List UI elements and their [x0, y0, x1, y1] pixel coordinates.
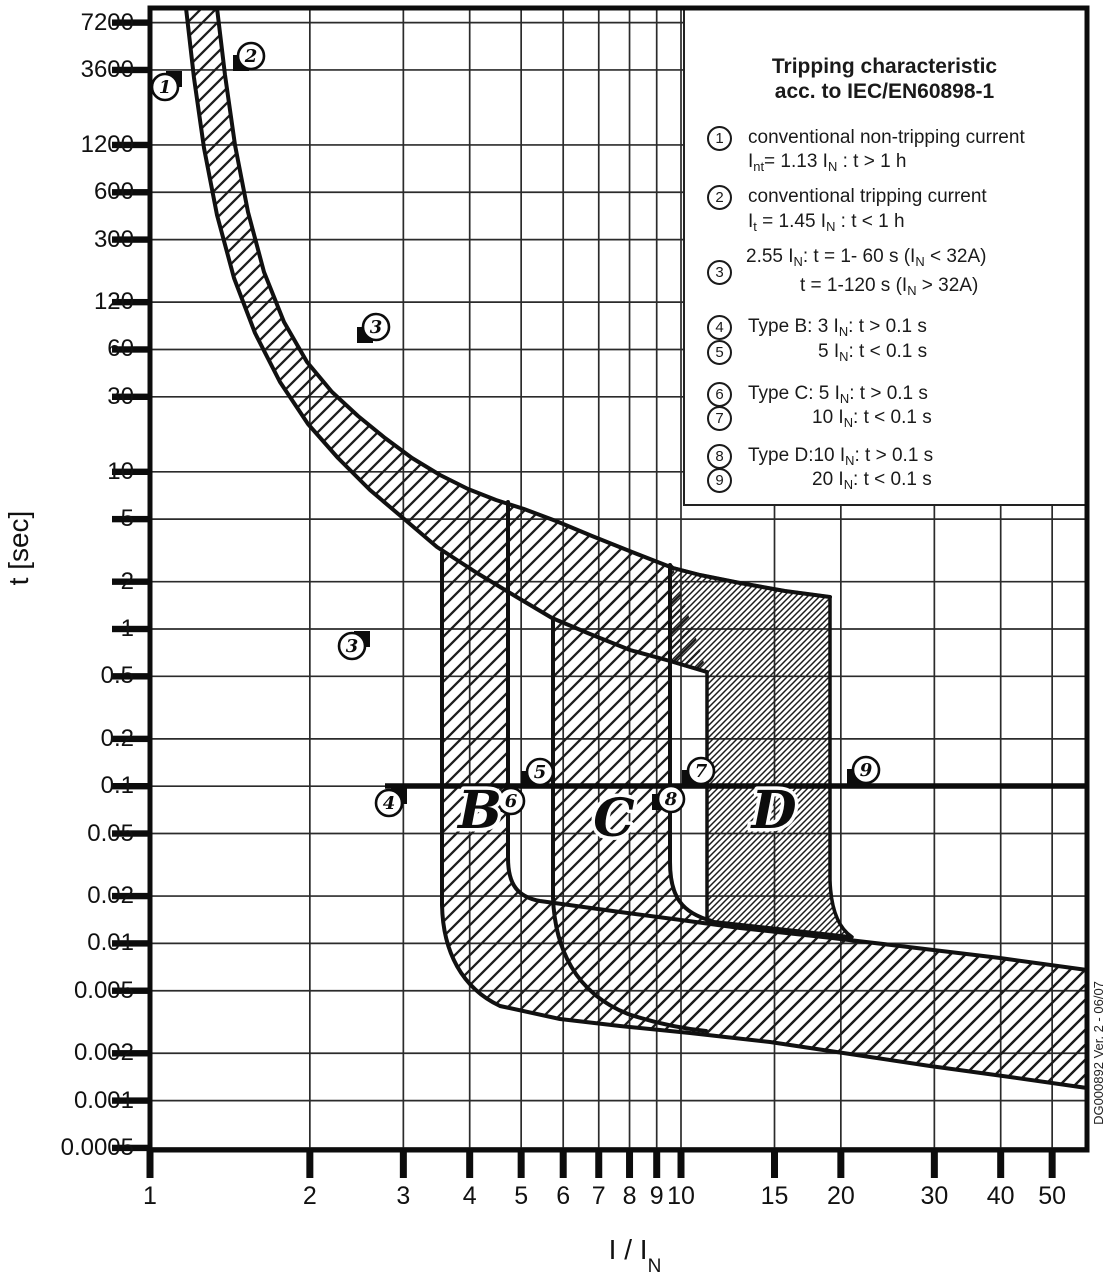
legend-text-token: 2.55 I [746, 246, 794, 267]
x-tick-1 [147, 1150, 154, 1178]
band-letter-D: D [751, 780, 797, 841]
x-tick-40 [997, 1150, 1004, 1178]
legend-text-token: N [843, 477, 854, 493]
y-tick-label-0.5: 0.5 [100, 662, 134, 690]
marker-number: 1 [158, 77, 172, 98]
band-letter-B: B [458, 780, 502, 841]
legend-text-token: N [839, 349, 849, 365]
x-tick-10 [678, 1150, 685, 1178]
legend-text-token: N [907, 283, 917, 299]
y-tick-label-0.05: 0.05 [87, 819, 134, 847]
legend-text-token: I [748, 151, 754, 172]
y-tick-label-7200: 7200 [80, 8, 134, 36]
legend-text-token: : t > 1 h [837, 151, 907, 172]
x-tick-label-5: 5 [514, 1182, 529, 1210]
marker-7-7 [682, 758, 714, 786]
y-tick-label-0.1: 0.1 [100, 772, 134, 800]
legend-text-token: N [845, 453, 855, 469]
legend-text-token: : t > 0.1 s [849, 383, 928, 404]
y-axis-title: t [sec] [3, 510, 34, 586]
x-tick-30 [931, 1150, 938, 1178]
y-tick-label-1: 1 [120, 615, 134, 642]
x-tick-label-9: 9 [649, 1182, 664, 1210]
x-tick-label-50: 50 [1038, 1182, 1067, 1210]
legend-text-token: : t < 0.1 s [853, 469, 932, 490]
legend-text-token: N [793, 254, 803, 270]
marker-number: 5 [533, 762, 547, 783]
legend-text-token: 10 I [812, 407, 844, 428]
y-tick-label-0.02: 0.02 [87, 882, 134, 910]
legend-item-number-8: 8 [707, 444, 732, 469]
legend-text-token: t = 1-120 s (I [800, 275, 908, 296]
legend-item-number-7: 7 [707, 406, 732, 431]
x-tick-4 [466, 1150, 473, 1178]
y-tick-label-10: 10 [107, 457, 134, 485]
marker-number: 7 [694, 761, 708, 782]
legend-text-token: N [826, 219, 836, 235]
legend-item-8-line1 [748, 445, 933, 467]
type-d-band-area [670, 565, 852, 937]
legend-item-number-6: 6 [707, 382, 732, 407]
legend-item-number-3: 3 [707, 260, 732, 285]
y-tick-label-0.002: 0.002 [73, 1039, 134, 1067]
legend-item-5-line1 [818, 341, 927, 363]
y-tick-label-120: 120 [93, 288, 134, 316]
legend-item-2-line1 [748, 186, 987, 208]
legend-text-token: 5 I [818, 341, 840, 362]
legend-item-number-9: 9 [707, 468, 732, 493]
y-tick-label-300: 300 [93, 225, 134, 253]
y-tick-label-0.0005: 0.0005 [60, 1133, 134, 1161]
y-tick-label-1200: 1200 [80, 130, 134, 158]
document-reference-note: DG000892 Ver. 2 - 06/07 [1091, 981, 1106, 1125]
y-tick-label-2: 2 [120, 567, 134, 595]
x-tick-label-6: 6 [556, 1182, 571, 1210]
legend-text-token: Type D:10 I [748, 445, 846, 466]
marker-number: 6 [504, 791, 518, 812]
legend-item-number-5: 5 [707, 340, 732, 365]
marker-number: 3 [369, 317, 383, 338]
x-tick-label-10: 10 [667, 1182, 695, 1210]
x-tick-8 [626, 1150, 633, 1178]
legend-text-token: Type B: 3 I [748, 316, 839, 337]
x-tick-label-2: 2 [302, 1182, 317, 1210]
x-tick-label-15: 15 [760, 1182, 789, 1210]
x-tick-2 [306, 1150, 313, 1178]
marker-1-0 [152, 71, 182, 100]
legend-text-token: conventional tripping current [748, 186, 987, 207]
x-tick-label-8: 8 [622, 1182, 637, 1210]
legend-text-token: < 32A) [924, 246, 987, 267]
x-axis-title-sub: N [647, 1255, 662, 1277]
marker-number: 3 [345, 636, 359, 657]
legend-text-token: > 32A) [916, 275, 979, 296]
y-tick-label-5: 5 [120, 505, 134, 533]
legend-text-token: = 1.45 I [756, 211, 827, 232]
marker-4-4 [376, 788, 407, 816]
band-letter-C: C [593, 788, 635, 849]
legend-text-token: : t > 0.1 s [848, 316, 927, 337]
x-tick-label-30: 30 [920, 1182, 949, 1210]
marker-3-3 [339, 631, 370, 659]
legend-item-1-line1 [748, 127, 1025, 149]
legend-item-7-line1 [812, 407, 932, 429]
x-tick-20 [837, 1150, 844, 1178]
legend-text-token: conventional non-tripping current [748, 127, 1025, 148]
marker-3-2 [357, 314, 389, 343]
legend-item-number-4: 4 [707, 315, 732, 340]
legend-text-token: t [753, 219, 757, 235]
legend-text-token: N [839, 391, 850, 407]
legend-text-token: : t > 0.1 s [854, 445, 934, 466]
marker-number: 9 [859, 760, 873, 781]
x-tick-9 [653, 1150, 660, 1178]
legend-text-token: : t < 0.1 s [848, 341, 928, 362]
y-tick-label-0.01: 0.01 [87, 929, 134, 957]
y-tick-label-600: 600 [93, 178, 134, 206]
legend-item-3-line1 [746, 246, 986, 268]
legend-text-token: : t = 1- 60 s (I [802, 246, 916, 267]
x-axis-title-main: I / I [608, 1234, 648, 1265]
y-tick-label-3600: 3600 [80, 55, 134, 83]
legend-text-token: I [748, 211, 754, 232]
legend-item-6-line1 [748, 383, 928, 405]
x-tick-label-1: 1 [143, 1182, 157, 1210]
marker-number: 4 [382, 793, 396, 814]
y-tick-label-0.005: 0.005 [73, 976, 134, 1004]
x-tick-50 [1049, 1150, 1056, 1178]
legend-text-token: N [838, 324, 849, 340]
x-tick-3 [400, 1150, 407, 1178]
marker-9-9 [847, 757, 879, 785]
marker-number: 8 [664, 789, 678, 810]
x-tick-label-7: 7 [591, 1182, 606, 1210]
legend-item-1-line2 [748, 151, 906, 173]
legend-item-3-line2 [800, 275, 978, 297]
x-tick-label-4: 4 [462, 1182, 477, 1210]
y-tick-label-0.2: 0.2 [100, 724, 134, 752]
x-tick-6 [560, 1150, 567, 1178]
x-tick-7 [595, 1150, 602, 1178]
legend-text-token: N [915, 254, 925, 270]
legend-text-token: Type C: 5 I [748, 383, 840, 404]
x-tick-15 [771, 1150, 778, 1178]
legend-text-token: : t < 1 h [835, 211, 905, 232]
y-tick-label-0.001: 0.001 [73, 1086, 134, 1114]
x-tick-5 [518, 1150, 525, 1178]
y-tick-label-60: 60 [107, 335, 134, 363]
legend-text-token: N [827, 159, 838, 175]
legend-title-line1: Tripping characteristic [771, 55, 998, 78]
legend-item-number-2: 2 [707, 185, 732, 210]
legend-text-token: N [843, 415, 854, 431]
legend-item-9-line1 [812, 469, 932, 491]
legend-text-token: : t < 0.1 s [853, 407, 932, 428]
legend-text-token: 20 I [812, 469, 844, 490]
legend-text-token: = 1.13 I [764, 151, 828, 172]
legend-text-token: nt [753, 159, 765, 175]
marker-5-5 [521, 759, 553, 787]
legend-item-4-line1 [748, 316, 927, 338]
x-tick-label-3: 3 [396, 1182, 411, 1210]
legend-item-2-line2 [748, 211, 905, 233]
marker-2-1 [233, 43, 264, 71]
x-tick-label-20: 20 [826, 1182, 855, 1210]
legend-title-line2: acc. to IEC/EN60898-1 [774, 80, 995, 103]
legend-item-number-1: 1 [707, 126, 732, 151]
y-tick-label-30: 30 [107, 382, 134, 410]
x-axis-title [555, 1234, 715, 1277]
marker-number: 2 [244, 46, 258, 67]
x-tick-label-40: 40 [986, 1182, 1015, 1210]
